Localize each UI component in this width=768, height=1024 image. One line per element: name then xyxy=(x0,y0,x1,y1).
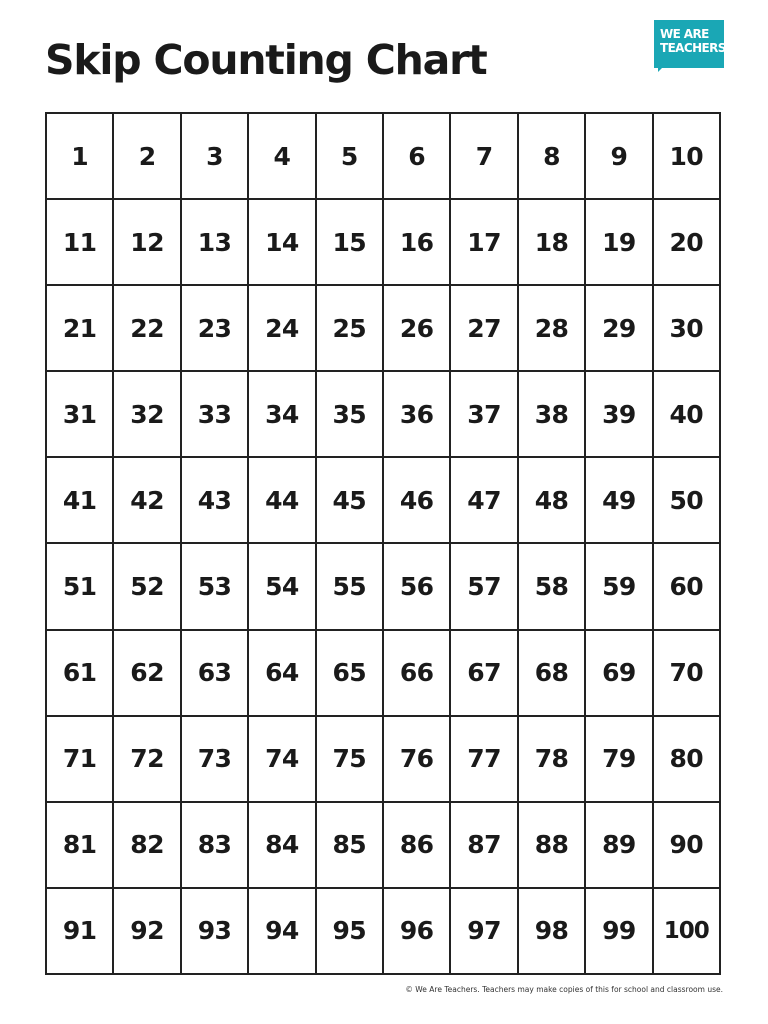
number-cell: 28 xyxy=(519,286,586,372)
number-cell: 78 xyxy=(519,717,586,803)
number-cell: 60 xyxy=(654,544,721,630)
number-cell: 83 xyxy=(182,803,249,889)
number-cell: 61 xyxy=(47,631,114,717)
number-cell: 63 xyxy=(182,631,249,717)
hundreds-chart-grid xyxy=(45,112,721,975)
number-cell: 76 xyxy=(384,717,451,803)
number-cell: 16 xyxy=(384,200,451,286)
number-cell: 99 xyxy=(586,889,653,975)
number-cell: 48 xyxy=(519,458,586,544)
number-cell: 33 xyxy=(182,372,249,458)
copyright-footer: © We Are Teachers. Teachers may make copies of this for school and classroom use. xyxy=(405,985,723,994)
number-cell: 6 xyxy=(384,114,451,200)
number-cell: 64 xyxy=(249,631,316,717)
number-cell: 56 xyxy=(384,544,451,630)
number-cell: 58 xyxy=(519,544,586,630)
number-cell: 31 xyxy=(47,372,114,458)
number-cell: 12 xyxy=(114,200,181,286)
number-cell: 24 xyxy=(249,286,316,372)
number-cell: 87 xyxy=(451,803,518,889)
number-cell: 97 xyxy=(451,889,518,975)
number-cell: 46 xyxy=(384,458,451,544)
number-cell: 53 xyxy=(182,544,249,630)
number-cell: 62 xyxy=(114,631,181,717)
logo-text-line-1: WE ARE xyxy=(660,27,709,41)
number-cell: 23 xyxy=(182,286,249,372)
number-cell: 14 xyxy=(249,200,316,286)
number-cell: 94 xyxy=(249,889,316,975)
number-cell: 21 xyxy=(47,286,114,372)
number-cell: 35 xyxy=(317,372,384,458)
number-cell: 51 xyxy=(47,544,114,630)
number-cell: 57 xyxy=(451,544,518,630)
number-cell: 67 xyxy=(451,631,518,717)
number-cell: 100 xyxy=(654,889,721,975)
number-cell: 54 xyxy=(249,544,316,630)
number-cell: 75 xyxy=(317,717,384,803)
number-cell: 39 xyxy=(586,372,653,458)
number-cell: 93 xyxy=(182,889,249,975)
number-cell: 19 xyxy=(586,200,653,286)
number-cell: 45 xyxy=(317,458,384,544)
number-cell: 43 xyxy=(182,458,249,544)
number-cell: 81 xyxy=(47,803,114,889)
number-cell: 25 xyxy=(317,286,384,372)
number-cell: 72 xyxy=(114,717,181,803)
number-cell: 34 xyxy=(249,372,316,458)
number-cell: 85 xyxy=(317,803,384,889)
number-cell: 11 xyxy=(47,200,114,286)
number-cell: 1 xyxy=(47,114,114,200)
number-cell: 49 xyxy=(586,458,653,544)
page-title: Skip Counting Chart xyxy=(45,36,487,84)
number-cell: 47 xyxy=(451,458,518,544)
number-cell: 86 xyxy=(384,803,451,889)
number-cell: 74 xyxy=(249,717,316,803)
number-cell: 88 xyxy=(519,803,586,889)
number-cell: 18 xyxy=(519,200,586,286)
number-cell: 42 xyxy=(114,458,181,544)
number-cell: 96 xyxy=(384,889,451,975)
number-cell: 2 xyxy=(114,114,181,200)
number-cell: 90 xyxy=(654,803,721,889)
number-cell: 3 xyxy=(182,114,249,200)
number-cell: 65 xyxy=(317,631,384,717)
number-cell: 37 xyxy=(451,372,518,458)
number-cell: 55 xyxy=(317,544,384,630)
number-cell: 13 xyxy=(182,200,249,286)
number-cell: 27 xyxy=(451,286,518,372)
number-cell: 82 xyxy=(114,803,181,889)
number-cell: 8 xyxy=(519,114,586,200)
number-cell: 15 xyxy=(317,200,384,286)
number-cell: 5 xyxy=(317,114,384,200)
number-cell: 50 xyxy=(654,458,721,544)
number-cell: 9 xyxy=(586,114,653,200)
number-cell: 73 xyxy=(182,717,249,803)
number-cell: 66 xyxy=(384,631,451,717)
number-cell: 17 xyxy=(451,200,518,286)
number-cell: 80 xyxy=(654,717,721,803)
number-cell: 91 xyxy=(47,889,114,975)
number-cell: 68 xyxy=(519,631,586,717)
number-cell: 59 xyxy=(586,544,653,630)
number-cell: 36 xyxy=(384,372,451,458)
number-cell: 38 xyxy=(519,372,586,458)
number-cell: 69 xyxy=(586,631,653,717)
number-cell: 26 xyxy=(384,286,451,372)
number-cell: 40 xyxy=(654,372,721,458)
number-cell: 92 xyxy=(114,889,181,975)
number-cell: 41 xyxy=(47,458,114,544)
number-cell: 70 xyxy=(654,631,721,717)
number-cell: 44 xyxy=(249,458,316,544)
number-cell: 7 xyxy=(451,114,518,200)
number-cell: 77 xyxy=(451,717,518,803)
number-cell: 84 xyxy=(249,803,316,889)
number-cell: 10 xyxy=(654,114,721,200)
number-cell: 22 xyxy=(114,286,181,372)
number-cell: 95 xyxy=(317,889,384,975)
number-cell: 89 xyxy=(586,803,653,889)
logo-text-line-2: TEACHERS xyxy=(660,41,726,55)
number-cell: 20 xyxy=(654,200,721,286)
number-cell: 30 xyxy=(654,286,721,372)
number-cell: 98 xyxy=(519,889,586,975)
number-cell: 29 xyxy=(586,286,653,372)
number-cell: 79 xyxy=(586,717,653,803)
number-cell: 4 xyxy=(249,114,316,200)
number-cell: 52 xyxy=(114,544,181,630)
number-cell: 32 xyxy=(114,372,181,458)
we-are-teachers-logo xyxy=(654,20,724,72)
number-cell: 71 xyxy=(47,717,114,803)
